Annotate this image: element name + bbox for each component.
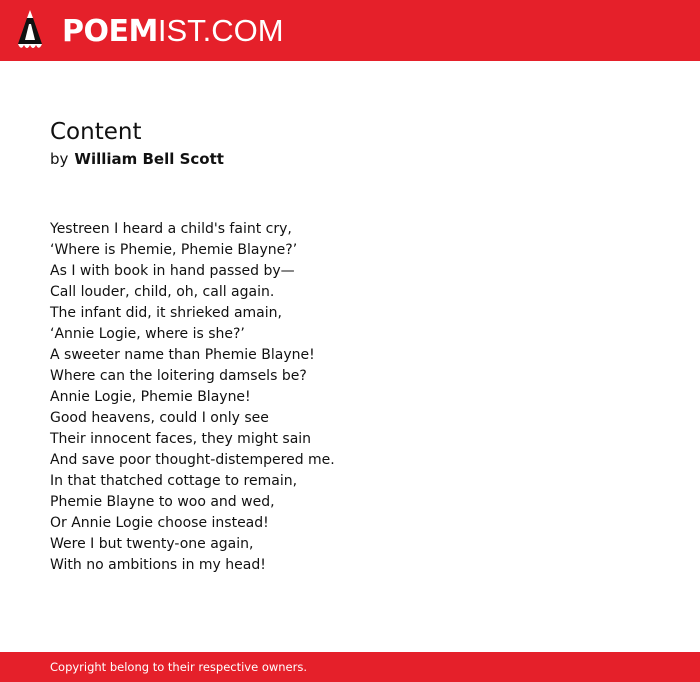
- poem-line: Were I but twenty-one again,: [50, 536, 254, 552]
- poem-line: Where can the loitering damsels be?: [50, 368, 307, 384]
- poem-line: Phemie Blayne to woo and wed,: [50, 494, 275, 510]
- pencil-icon[interactable]: [18, 10, 42, 51]
- poem-line: And save poor thought-distempered me.: [50, 452, 335, 468]
- poem-line: Good heavens, could I only see: [50, 410, 269, 426]
- site-header: [0, 0, 700, 61]
- poem-byline: [50, 149, 224, 169]
- brand-name-light: IST.COM: [157, 13, 284, 48]
- poem-line: As I with book in hand passed by—: [50, 263, 295, 279]
- site-logo[interactable]: [62, 13, 284, 49]
- poem-line: ‘Where is Phemie, Phemie Blayne?’: [50, 242, 298, 258]
- poem-line: The infant did, it shrieked amain,: [50, 305, 282, 321]
- poem-title: Content: [50, 119, 142, 145]
- poem-line: Their innocent faces, they might sain: [50, 431, 312, 447]
- by-label: by: [50, 150, 69, 168]
- copyright-notice: Copyright belong to their respective owners.: [50, 660, 308, 674]
- poem-line: With no ambitions in my head!: [50, 557, 266, 573]
- poem-body: [50, 219, 335, 576]
- poem-line: Call louder, child, oh, call again.: [50, 284, 275, 300]
- poem-line: A sweeter name than Phemie Blayne!: [50, 347, 315, 363]
- poem-line: Yestreen I heard a child's faint cry,: [50, 221, 292, 237]
- poem-author[interactable]: William Bell Scott: [74, 150, 224, 168]
- poem-line: Annie Logie, Phemie Blayne!: [50, 389, 251, 405]
- poem-line: In that thatched cottage to remain,: [50, 473, 298, 489]
- poem-line: ‘Annie Logie, where is she?’: [50, 326, 245, 342]
- brand-name-bold: POEM: [62, 14, 158, 49]
- poem-line: Or Annie Logie choose instead!: [50, 515, 269, 531]
- site-footer: [0, 652, 700, 682]
